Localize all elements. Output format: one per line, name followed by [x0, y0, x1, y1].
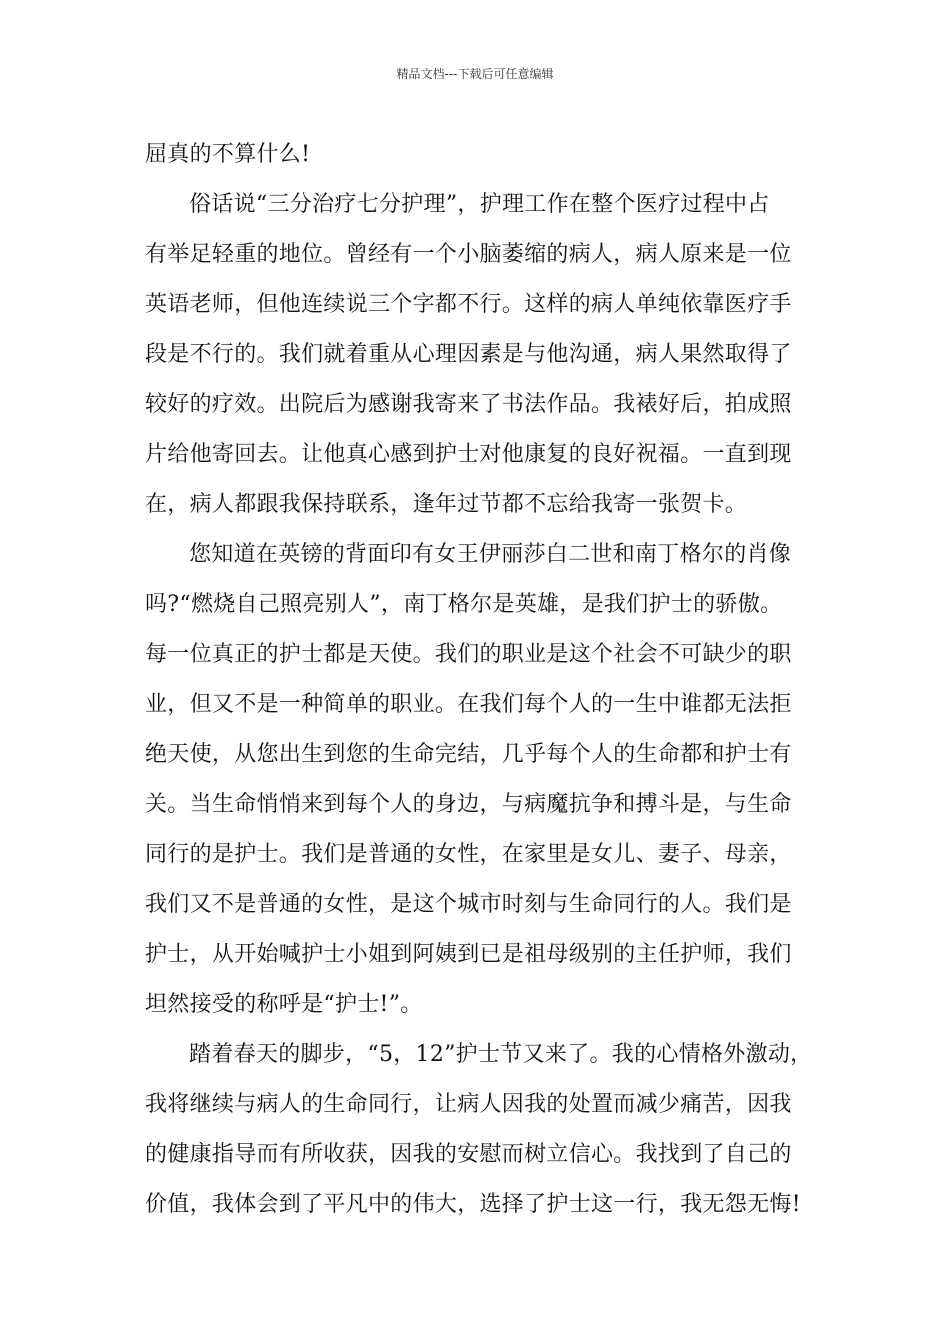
text-line: 同行的是护士。我们是普通的女性，在家里是女儿、妻子、母亲， [145, 842, 792, 867]
page-header: 精品文档---下载后可任意编辑 [396, 67, 554, 81]
text-line: 较好的疗效。出院后为感谢我寄来了书法作品。我裱好后，拍成照 [145, 392, 792, 417]
text-line: 我们又不是普通的女性，是这个城市时刻与生命同行的人。我们是 [145, 892, 792, 917]
text-line: 片给他寄回去。让他真心感到护士对他康复的良好祝福。一直到现 [145, 442, 792, 467]
text-line: 有举足轻重的地位。曾经有一个小脑萎缩的病人，病人原来是一位 [145, 242, 792, 267]
paragraph-first-line: 踏着春天的脚步，“5，12”护士节又来了。我的心情格外激动， [189, 1042, 813, 1067]
text-line: 绝天使，从您出生到您的生命完结，几乎每个人的生命都和护士有 [145, 742, 792, 767]
text-line: 坦然接受的称呼是“护士!”。 [145, 992, 423, 1017]
text-line: 在，病人都跟我保持联系，逢年过节都不忘给我寄一张贺卡。 [145, 492, 748, 517]
paragraph-first-line: 您知道在英镑的背面印有女王伊丽莎白二世和南丁格尔的肖像 [189, 542, 792, 567]
text-line: 每一位真正的护士都是天使。我们的职业是这个社会不可缺少的职 [145, 642, 792, 667]
document-body [145, 130, 813, 1230]
text-line: 我将继续与病人的生命同行，让病人因我的处置而减少痛苦，因我 [145, 1092, 792, 1117]
text-line: 护士，从开始喊护士小姐到阿姨到已是祖母级别的主任护师，我们 [145, 942, 792, 967]
text-line: 的健康指导而有所收获，因我的安慰而树立信心。我找到了自己的 [145, 1142, 792, 1167]
text-line: 价值，我体会到了平凡中的伟大，选择了护士这一行，我无怨无悔! [145, 1192, 801, 1217]
text-line: 吗?“燃烧自己照亮别人”，南丁格尔是英雄，是我们护士的骄傲。 [145, 592, 783, 617]
text-line: 段是不行的。我们就着重从心理因素是与他沟通，病人果然取得了 [145, 342, 792, 367]
text-line: 业，但又不是一种简单的职业。在我们每个人的一生中谁都无法拒 [145, 692, 792, 717]
paragraph-first-line: 俗话说“三分治疗七分护理”，护理工作在整个医疗过程中占 [189, 192, 770, 217]
text-line: 英语老师，但他连续说三个字都不行。这样的病人单纯依靠医疗手 [145, 292, 792, 317]
text-line: 屈真的不算什么! [145, 142, 311, 167]
text-line: 关。当生命悄悄来到每个人的身边，与病魔抗争和搏斗是，与生命 [145, 792, 792, 817]
